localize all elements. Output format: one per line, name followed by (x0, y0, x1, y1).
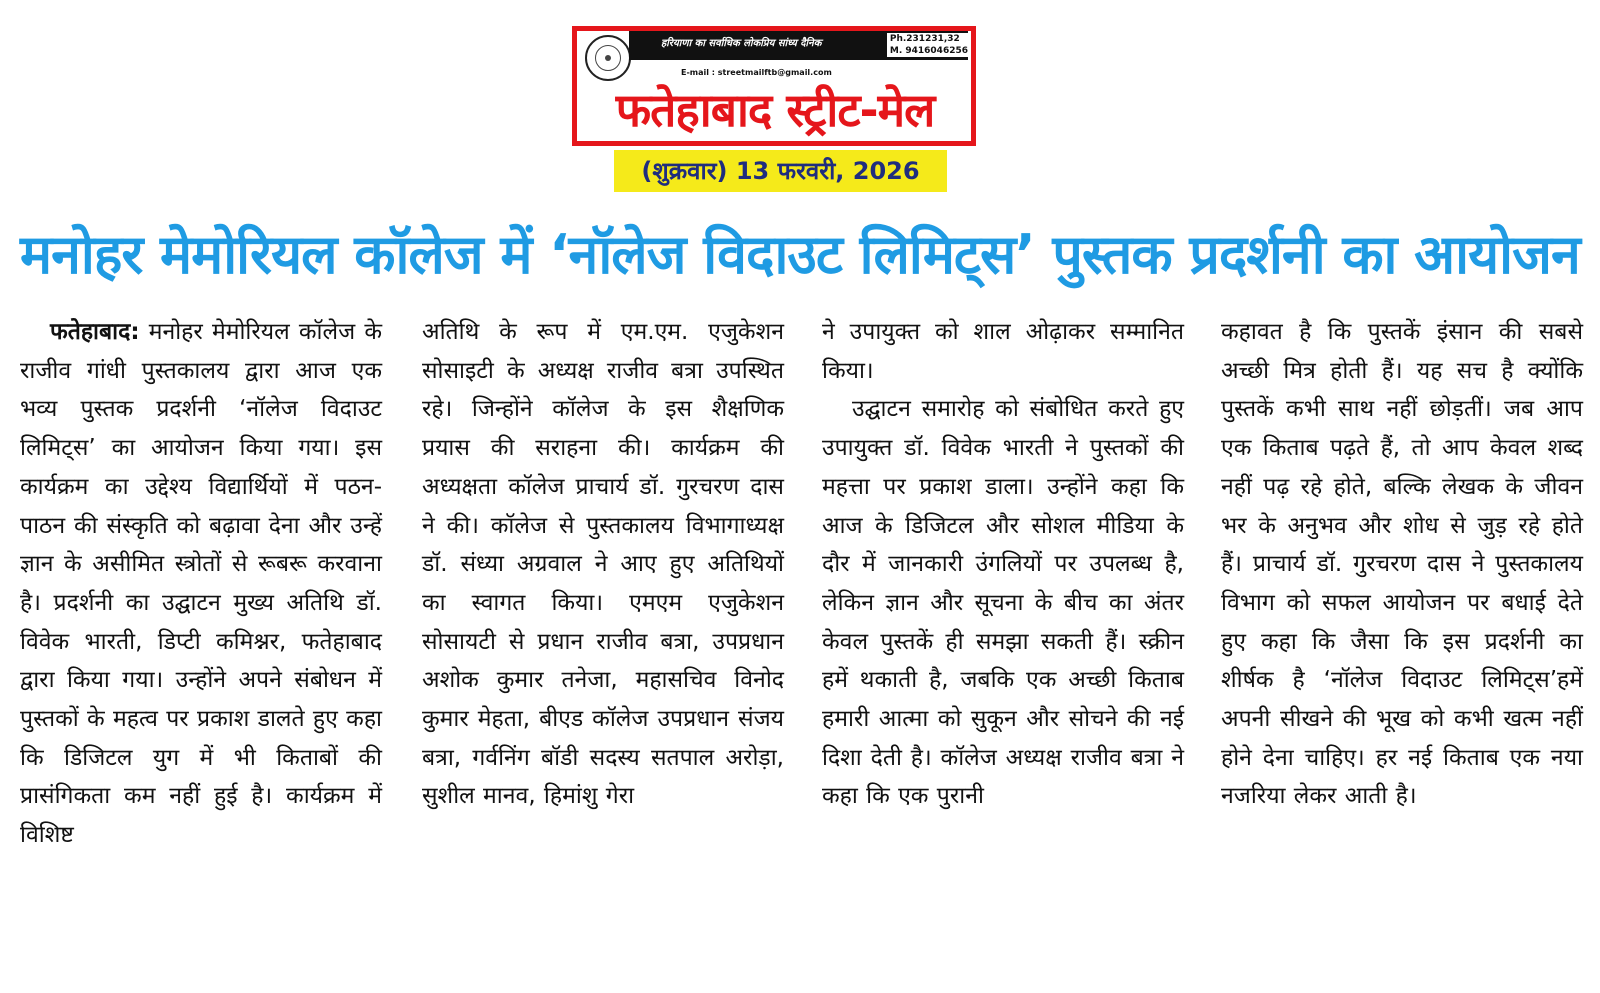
article-paragraph (20, 313, 382, 855)
article-dateline-place: फतेहाबाद: (50, 319, 140, 345)
newspaper-masthead (572, 26, 976, 146)
article-column-4 (1221, 313, 1583, 983)
seal-center-dot (605, 55, 611, 61)
article-paragraph: ने उपायुक्त को शाल ओढ़ाकर सम्मानित किया। (822, 319, 1184, 384)
article-column-2 (422, 313, 784, 983)
article-paragraph: कहावत है कि पुस्तकें इंसान की सबसे अच्छी मित्र होती हैं। यह सच है क्योंकि पुस्तकें कभी साथ नहीं छोड़तीं। जब आप एक किताब पढ़ते हैं, तो आप केवल शब्द नहीं पढ़ रहे होते, बल्कि लेखक के जीवन भर के अनुभव और शोध से जुड़ रहे होते हैं। प्राचार्य डॉ. गुरचरण दास ने पुस्तकालय विभाग को सफल आयोजन पर बधाई देते हुए कहा कि जैसा कि इस प्रदर्शनी का शीर्षक है ‘नॉलेज विदाउट लिमिट्स’हमें अपनी सीखने की भूख को कभी खत्म नहीं होने देना चाहिए। हर नई किताब एक नया नजरिया लेकर आती है। (1221, 319, 1583, 810)
article-headline: मनोहर मेमोरियल कॉलेज में ‘नॉलेज विदाउट लिमिट्स’ पुस्तक प्रदर्शनी का आयोजन (20, 223, 1580, 286)
article-paragraph: अतिथि के रूप में एम.एम. एजुकेशन सोसाइटी के अध्यक्ष राजीव बत्रा उपस्थित रहे। जिन्होंने कॉलेज के इस शैक्षणिक प्रयास की सराहना की। कार्यक्रम की अध्यक्षता कॉलेज प्राचार्य डॉ. गुरचरण दास ने की। कॉलेज से पुस्तकालय विभागाध्यक्ष डॉ. संध्या अग्रवाल ने आए हुए अतिथियों का स्वागत किया। एमएम एजुकेशन सोसायटी से प्रधान राजीव बत्रा, उपप्रधान अशोक कुमार तनेजा, महासचिव विनोद कुमार मेहता, बीएड कॉलेज उपप्रधान संजय बत्रा, गर्वनिंग बॉडी सदस्य सतपाल अरोड़ा, सुशील मानव, हिमांशु गेरा (422, 319, 784, 810)
newspaper-name: फतेहाबाद स्ट्रीट-मेल (615, 83, 935, 137)
article-text: मनोहर मेमोरियल कॉलेज के राजीव गांधी पुस्तकालय द्वारा आज एक भव्य पुस्तक प्रदर्शनी ‘नॉलेज विदाउट लिमिट्स’ का आयोजन किया गया। इस कार्यक्रम का उद्देश्य विद्यार्थियों में पठन-पाठन की संस्कृति को बढ़ावा देना और उन्हें ज्ञान के असीमित स्त्रोतों से रूबरू करवाना है। प्रदर्शनी का उद्घाटन मुख्य अतिथि डॉ. विवेक भारती, डिप्टी कमिश्नर, फतेहाबाद द्वारा किया गया। उन्होंने अपने संबोधन में पुस्तकों के महत्व पर प्रकाश डालते हुए कहा कि डिजिटल युग में भी किताबों की प्रासंगिकता कम नहीं हुई है। कार्यक्रम में विशिष्ट (20, 319, 382, 849)
issue-date: (शुक्रवार) 13 फरवरी, 2026 (614, 150, 947, 192)
article-paragraph: उद्घाटन समारोह को संबोधित करते हुए उपायुक्त डॉ. विवेक भारती ने पुस्तकों की महत्ता पर प्रकाश डाला। उन्होंने कहा कि आज के डिजिटल और सोशल मीडिया के दौर में जानकारी उंगलियों पर उपलब्ध है, लेकिन ज्ञान और सूचना के बीच का अंतर केवल पुस्तकें ही समझा सकती हैं। स्क्रीन हमें थकाती है, जबकि एक अच्छी किताब हमारी आत्मा को सुकून और सोचने की नई दिशा देती है। कॉलेज अध्यक्ष राजीव बत्रा ने कहा कि एक पुरानी (822, 396, 1184, 810)
masthead-mobile: M. 9416046256 (889, 46, 968, 56)
masthead-phone: Ph.231231,32 (889, 34, 960, 44)
newspaper-seal-icon (585, 35, 631, 81)
masthead-top-band (629, 31, 968, 60)
article-column-1 (20, 313, 382, 983)
masthead-tagline: हरियाणा का सर्वाधिक लोकप्रिय सांध्य दैनिक (661, 38, 822, 49)
article-column-3 (822, 313, 1184, 983)
masthead-email: E-mail : streetmailftb@gmail.com (681, 68, 832, 77)
masthead-phones (887, 33, 971, 57)
